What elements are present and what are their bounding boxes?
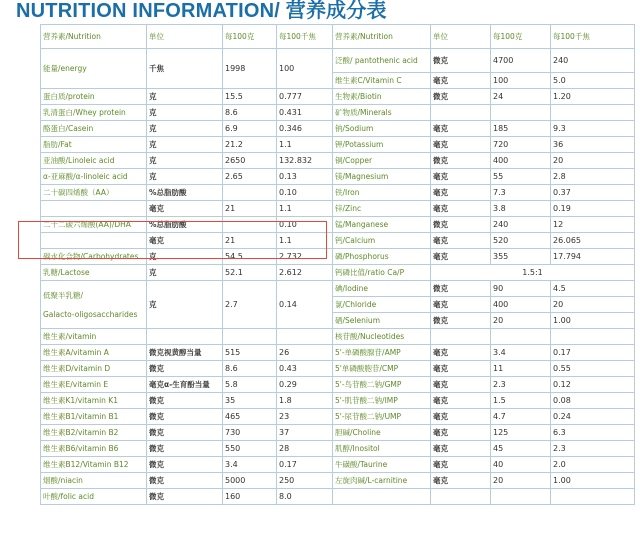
nutrient-name: 维生素B6/vitamin B6	[41, 441, 147, 457]
unit-cell: 克	[147, 105, 223, 121]
unit-cell: 毫克	[431, 169, 491, 185]
column-header: 每100千焦	[551, 25, 635, 49]
nutrient-name: 核苷酸/Nucleotides	[333, 329, 431, 345]
value-per-100kcal: 0.10	[277, 185, 333, 201]
value-per-100kcal	[551, 105, 635, 121]
nutrient-name: 能量/energy	[41, 49, 147, 89]
value-per-100kcal: 1.1	[277, 201, 333, 217]
unit-cell: 克	[147, 121, 223, 137]
value-per-100g: 3.4	[223, 457, 277, 473]
nutrient-name: 钙磷比值/ratio Ca/P	[333, 265, 431, 281]
unit-cell-empty	[431, 489, 491, 505]
nutrient-name: 维生素K1/vitamin K1	[41, 393, 147, 409]
unit-cell: 毫克	[431, 233, 491, 249]
value-per-100kcal: 1.20	[551, 89, 635, 105]
nutrient-name: 碳水化合物/Carbohydrates	[41, 249, 147, 265]
nutrient-name-empty	[333, 489, 431, 505]
unit-cell: 微克	[147, 425, 223, 441]
value-per-100kcal: 0.08	[551, 393, 635, 409]
value-per-100g	[491, 105, 551, 121]
value-per-100kcal: 17.794	[551, 249, 635, 265]
value-per-100kcal: 26.065	[551, 233, 635, 249]
nutrient-name: 维生素B1/vitamin B1	[41, 409, 147, 425]
nutrient-name: 脂肪/Fat	[41, 137, 147, 153]
nutrient-name: 二十二碳六烯酸(AA)/DHA	[41, 217, 147, 233]
value-per-100g: 100	[491, 73, 551, 89]
table-row	[41, 265, 635, 281]
nutrient-name: 磷/Phosphorus	[333, 249, 431, 265]
value-per-100g: 55	[491, 169, 551, 185]
table-row	[41, 457, 635, 473]
value-per-100kcal: 28	[277, 441, 333, 457]
value-per-100g: 515	[223, 345, 277, 361]
value-per-100kcal: 2.612	[277, 265, 333, 281]
value-per-100g	[223, 217, 277, 233]
unit-cell: 克	[147, 281, 223, 329]
table-row	[41, 89, 635, 105]
unit-cell	[147, 329, 223, 345]
nutrient-name: 硒/Selenium	[333, 313, 431, 329]
value-per-100kcal: 0.346	[277, 121, 333, 137]
column-header: 每100克	[223, 25, 277, 49]
value-per-100kcal: 37	[277, 425, 333, 441]
nutrient-name: 5'-鸟苷酸二钠/GMP	[333, 377, 431, 393]
nutrient-name: 酪蛋白/Casein	[41, 121, 147, 137]
value-per-100kcal: 0.14	[277, 281, 333, 329]
unit-cell: 毫克	[431, 457, 491, 473]
nutrient-name	[41, 281, 147, 329]
table-row	[41, 201, 635, 217]
column-header: 每100千焦	[277, 25, 333, 49]
value-per-100g: 3.8	[491, 201, 551, 217]
value-per-100g: 54.5	[223, 249, 277, 265]
unit-cell: %总脂肪酸	[147, 217, 223, 233]
nutrient-name: 维生素C/Vitamin C	[333, 73, 431, 89]
value-per-100kcal: 4.5	[551, 281, 635, 297]
value-per-100g: 1.5	[491, 393, 551, 409]
value-per-100g: 720	[491, 137, 551, 153]
nutrient-name: α-亚麻酸/α-linoleic acid	[41, 169, 147, 185]
value-per-100kcal: 0.37	[551, 185, 635, 201]
value-per-100g: 6.9	[223, 121, 277, 137]
nutrient-name: 5'单磷酸胞苷/CMP	[333, 361, 431, 377]
nutrient-name: 维生素B2/vitamin B2	[41, 425, 147, 441]
nutrient-name: 维生素E/vitamin E	[41, 377, 147, 393]
nutrient-name: 维生素A/vitamin A	[41, 345, 147, 361]
table-row	[41, 49, 635, 73]
value-per-100kcal: 0.431	[277, 105, 333, 121]
unit-cell: 毫克α-生育酚当量	[147, 377, 223, 393]
value-per-100g: 2.65	[223, 169, 277, 185]
nutrient-name: 泛酸/ pantothenic acid	[333, 49, 431, 73]
value-per-100kcal: 100	[277, 49, 333, 89]
unit-cell: 毫克	[431, 201, 491, 217]
value-per-100kcal	[551, 329, 635, 345]
value-per-100kcal: 132.832	[277, 153, 333, 169]
unit-cell: 毫克	[431, 473, 491, 489]
value-per-100g	[223, 185, 277, 201]
page-title: NUTRITION INFORMATION/ 营养成分表	[16, 0, 387, 22]
table-row	[41, 121, 635, 137]
table-row	[41, 217, 635, 233]
unit-cell: 毫克	[431, 73, 491, 89]
nutrient-name-cn: 低聚半乳糖/	[43, 291, 84, 300]
unit-cell: 微克	[147, 409, 223, 425]
nutrient-name: 5'-肌苷酸二钠/IMP	[333, 393, 431, 409]
nutrient-name: 5'-尿苷酸二钠/UMP	[333, 409, 431, 425]
nutrient-name: 钙/Calcium	[333, 233, 431, 249]
value-per-100kcal	[277, 329, 333, 345]
table-row	[41, 345, 635, 361]
nutrient-name: 蛋白质/protein	[41, 89, 147, 105]
value-per-100g: 125	[491, 425, 551, 441]
value-per-100g: 8.6	[223, 105, 277, 121]
value-per-100g: 400	[491, 297, 551, 313]
nutrient-name: 氯/Chloride	[333, 297, 431, 313]
value-per-100kcal: 2.0	[551, 457, 635, 473]
nutrient-name: 叶酸/folic acid	[41, 489, 147, 505]
value-per-100kcal: 20	[551, 153, 635, 169]
value-per-100g: 2.3	[491, 377, 551, 393]
unit-cell	[431, 329, 491, 345]
value-per-100g: 1998	[223, 49, 277, 89]
column-header: 单位	[431, 25, 491, 49]
value-per-100kcal: 240	[551, 49, 635, 73]
value-per-100kcal: 6.3	[551, 425, 635, 441]
value-per-100kcal: 1.1	[277, 137, 333, 153]
value-per-100g: 240	[491, 217, 551, 233]
value-per-100kcal: 1.00	[551, 473, 635, 489]
value-per-100g: 4.7	[491, 409, 551, 425]
value-per-100g: 40	[491, 457, 551, 473]
value-per-100g: 160	[223, 489, 277, 505]
unit-cell: 微克	[147, 441, 223, 457]
table-row	[41, 361, 635, 377]
nutrient-name: 乳糖/Lactose	[41, 265, 147, 281]
nutrition-table	[40, 24, 635, 505]
nutrient-name: 生物素/Biotin	[333, 89, 431, 105]
nutrient-name: 钾/Potassium	[333, 137, 431, 153]
value-per-100g	[491, 329, 551, 345]
value-per-100kcal: 0.19	[551, 201, 635, 217]
unit-cell: 微克	[147, 361, 223, 377]
value-per-100g: 730	[223, 425, 277, 441]
unit-cell: 微克	[147, 473, 223, 489]
value-per-100kcal: 0.10	[277, 217, 333, 233]
unit-cell: 克	[147, 137, 223, 153]
value-per-100kcal: 1.8	[277, 393, 333, 409]
value-per-100kcal: 2.8	[551, 169, 635, 185]
nutrient-name: 烟酸/niacin	[41, 473, 147, 489]
table-row	[41, 377, 635, 393]
unit-cell: 毫克	[431, 393, 491, 409]
value-per-100g: 520	[491, 233, 551, 249]
column-header: 营养素/Nutrition	[41, 25, 147, 49]
value-per-100g: 355	[491, 249, 551, 265]
value-per-100g: 90	[491, 281, 551, 297]
value-per-100kcal: 0.29	[277, 377, 333, 393]
table-row	[41, 393, 635, 409]
unit-cell: 微克	[147, 489, 223, 505]
unit-cell: 微克	[431, 281, 491, 297]
unit-cell: 毫克	[431, 377, 491, 393]
table-row	[41, 441, 635, 457]
value-per-100g: 5000	[223, 473, 277, 489]
value-per-100g	[223, 329, 277, 345]
nutrient-name: 钠/Sodium	[333, 121, 431, 137]
value-per-100kcal: 5.0	[551, 73, 635, 89]
unit-cell: 微克	[147, 457, 223, 473]
ratio-value: 1.5:1	[431, 265, 635, 281]
nutrient-name: 牛磺酸/Taurine	[333, 457, 431, 473]
nutrient-name: 锌/Zinc	[333, 201, 431, 217]
table-row	[41, 153, 635, 169]
table-row	[41, 105, 635, 121]
nutrient-name: 乳清蛋白/Whey protein	[41, 105, 147, 121]
value-per-100g: 3.4	[491, 345, 551, 361]
value-per-100kcal: 0.17	[277, 457, 333, 473]
value-per-100kcal: 36	[551, 137, 635, 153]
value-per-100g: 5.8	[223, 377, 277, 393]
nutrient-name: 锰/Manganese	[333, 217, 431, 233]
nutrient-name-en: Galacto-oligosaccharides	[43, 310, 138, 319]
unit-cell: 毫克	[431, 409, 491, 425]
value-per-100g: 465	[223, 409, 277, 425]
value-per-100g: 35	[223, 393, 277, 409]
value-per-100g: 21.2	[223, 137, 277, 153]
nutrient-name: 维生素D/vitamin D	[41, 361, 147, 377]
unit-cell: 毫克	[431, 441, 491, 457]
value-per-100g: 45	[491, 441, 551, 457]
value-per-100kcal: 0.24	[551, 409, 635, 425]
unit-cell: 微克	[431, 49, 491, 73]
value-per-100kcal: 2.3	[551, 441, 635, 457]
value-per-100g: 4700	[491, 49, 551, 73]
nutrient-name: 矿物质/Minerals	[333, 105, 431, 121]
value-per-100kcal: 0.55	[551, 361, 635, 377]
nutrient-name: 维生素/vitamin	[41, 329, 147, 345]
value-per-100g: 185	[491, 121, 551, 137]
table-row	[41, 137, 635, 153]
unit-cell: 微克	[147, 393, 223, 409]
unit-cell: 毫克	[147, 233, 223, 249]
table-row	[41, 185, 635, 201]
value-per-100kcal: 0.43	[277, 361, 333, 377]
nutrient-name: 铜/Copper	[333, 153, 431, 169]
nutrient-name	[41, 201, 147, 217]
nutrient-name: 维生素B12/Vitamin B12	[41, 457, 147, 473]
value-per-100kcal-empty	[551, 489, 635, 505]
unit-cell: 毫克	[431, 345, 491, 361]
unit-cell: 微克	[431, 153, 491, 169]
value-per-100g: 24	[491, 89, 551, 105]
value-per-100g: 8.6	[223, 361, 277, 377]
value-per-100kcal: 1.00	[551, 313, 635, 329]
value-per-100kcal: 0.17	[551, 345, 635, 361]
unit-cell: 微克	[431, 89, 491, 105]
unit-cell: 毫克	[431, 137, 491, 153]
table-row	[41, 425, 635, 441]
value-per-100g: 15.5	[223, 89, 277, 105]
table-row	[41, 489, 635, 505]
value-per-100g: 21	[223, 233, 277, 249]
value-per-100g: 20	[491, 313, 551, 329]
value-per-100kcal: 20	[551, 297, 635, 313]
unit-cell: 克	[147, 169, 223, 185]
value-per-100kcal: 26	[277, 345, 333, 361]
table-row	[41, 249, 635, 265]
table-row	[41, 281, 635, 297]
value-per-100g: 20	[491, 473, 551, 489]
unit-cell: 微克	[431, 313, 491, 329]
value-per-100kcal: 0.12	[551, 377, 635, 393]
value-per-100g: 2.7	[223, 281, 277, 329]
column-header: 单位	[147, 25, 223, 49]
unit-cell: 克	[147, 249, 223, 265]
value-per-100kcal: 2.732	[277, 249, 333, 265]
unit-cell: 微克	[431, 217, 491, 233]
unit-cell	[431, 105, 491, 121]
unit-cell: 千焦	[147, 49, 223, 89]
table-row	[41, 473, 635, 489]
value-per-100g: 7.3	[491, 185, 551, 201]
value-per-100g: 52.1	[223, 265, 277, 281]
table-header-row	[41, 25, 635, 49]
nutrient-name: 胆碱/Choline	[333, 425, 431, 441]
value-per-100kcal: 1.1	[277, 233, 333, 249]
value-per-100g: 21	[223, 201, 277, 217]
column-header: 每100克	[491, 25, 551, 49]
nutrient-name: 肌醇/Inositol	[333, 441, 431, 457]
value-per-100kcal: 23	[277, 409, 333, 425]
unit-cell: 克	[147, 153, 223, 169]
value-per-100kcal: 9.3	[551, 121, 635, 137]
unit-cell: 克	[147, 265, 223, 281]
table-row	[41, 409, 635, 425]
nutrient-name: 亚油酸/Linoleic acid	[41, 153, 147, 169]
nutrient-name	[41, 233, 147, 249]
value-per-100kcal: 0.13	[277, 169, 333, 185]
table-row	[41, 169, 635, 185]
nutrient-name: 5'-单磷酸腺苷/AMP	[333, 345, 431, 361]
value-per-100g: 2650	[223, 153, 277, 169]
value-per-100kcal: 12	[551, 217, 635, 233]
nutrient-name: 左旋肉碱/L-carnitine	[333, 473, 431, 489]
value-per-100g-empty	[491, 489, 551, 505]
value-per-100kcal: 0.777	[277, 89, 333, 105]
unit-cell: 微克视黄醇当量	[147, 345, 223, 361]
nutrient-name: 镁/Magnesium	[333, 169, 431, 185]
unit-cell: 毫克	[431, 249, 491, 265]
nutrient-name: 二十碳四烯酸（AA）	[41, 185, 147, 201]
value-per-100kcal: 8.0	[277, 489, 333, 505]
unit-cell: 克	[147, 89, 223, 105]
column-header: 营养素/Nutrition	[333, 25, 431, 49]
unit-cell: 毫克	[431, 425, 491, 441]
unit-cell: 毫克	[147, 201, 223, 217]
value-per-100g: 550	[223, 441, 277, 457]
nutrient-name: 铁/Iron	[333, 185, 431, 201]
unit-cell: 毫克	[431, 297, 491, 313]
unit-cell: %总脂肪酸	[147, 185, 223, 201]
unit-cell: 毫克	[431, 185, 491, 201]
nutrient-name: 碘/Iodine	[333, 281, 431, 297]
table-row	[41, 329, 635, 345]
value-per-100kcal: 250	[277, 473, 333, 489]
unit-cell: 毫克	[431, 121, 491, 137]
table-row	[41, 233, 635, 249]
value-per-100g: 11	[491, 361, 551, 377]
value-per-100g: 400	[491, 153, 551, 169]
unit-cell: 毫克	[431, 361, 491, 377]
